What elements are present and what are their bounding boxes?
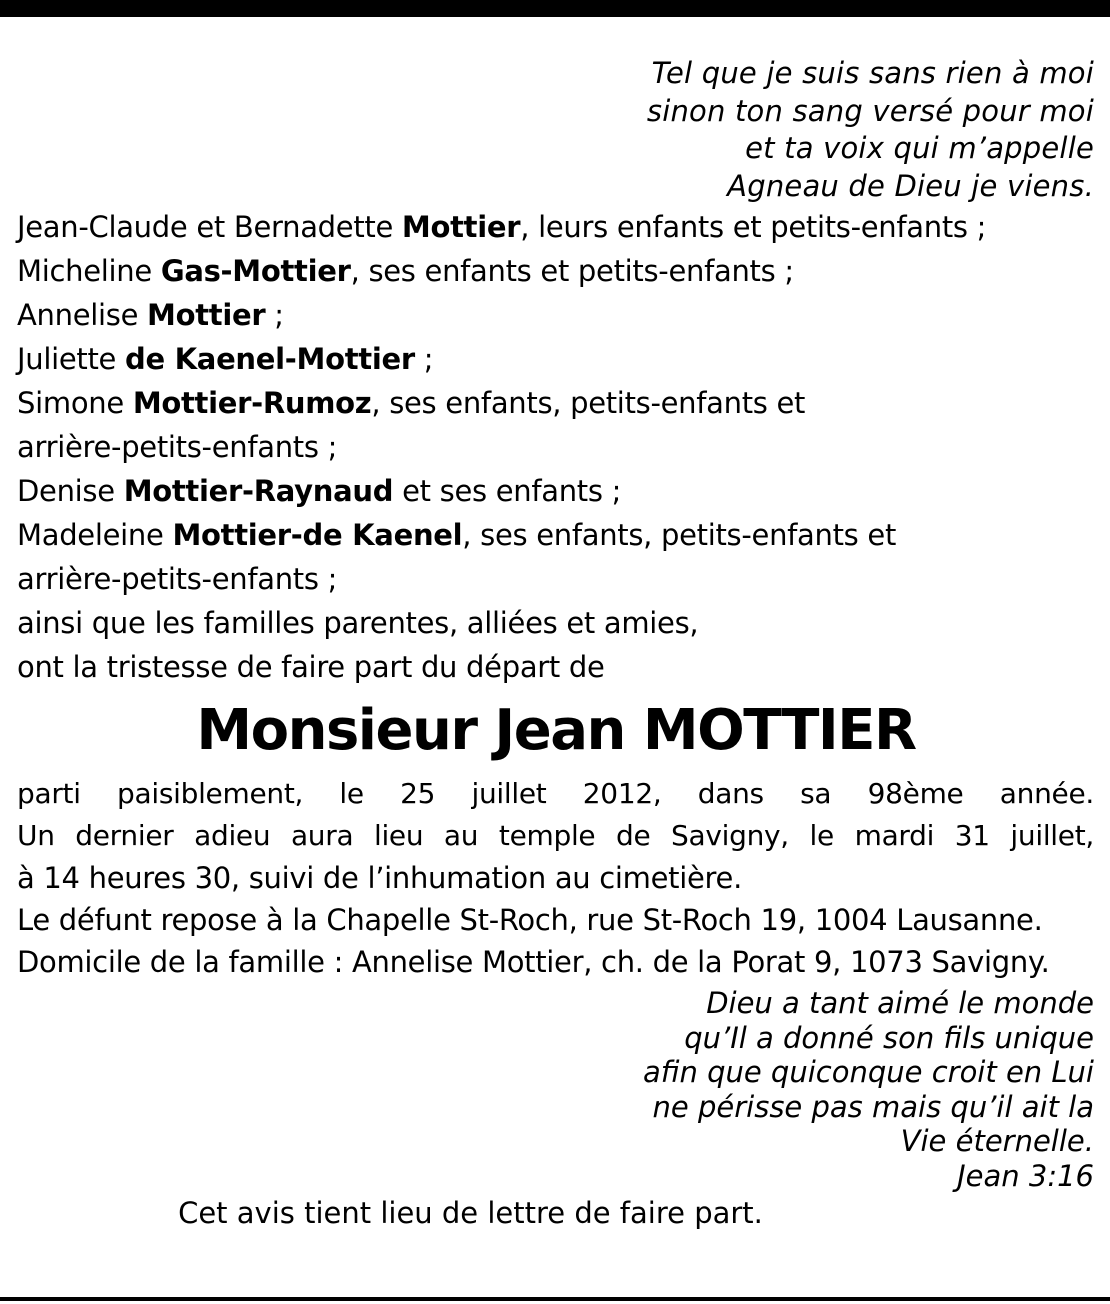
- verse-line: sinon ton sang versé pour moi: [646, 93, 1094, 128]
- details-line: Un dernier adieu aura lieu au temple de Savigny, le mardi 31 juillet,: [17, 819, 1094, 852]
- family-surname: Mottier-de Kaenel: [172, 518, 463, 552]
- family-line: ont la tristesse de faire part du départ de: [17, 650, 605, 684]
- family-surname: Gas-Mottier: [160, 254, 351, 288]
- verse-line: Vie éternelle.: [900, 1124, 1094, 1158]
- deceased-name: Monsieur Jean MOTTIER: [196, 698, 916, 763]
- bottom-border-rule: [0, 1297, 1110, 1301]
- verse-line: qu’Il a donné son fils unique: [684, 1020, 1094, 1055]
- family-surname: Mottier-Rumoz: [132, 386, 372, 420]
- family-surname: Mottier: [147, 298, 266, 332]
- family-list: [17, 205, 1094, 689]
- verse-line: afin que quiconque croit en Lui: [642, 1055, 1094, 1089]
- family-line: arrière-petits-enfants ;: [17, 430, 338, 464]
- closing-note: Cet avis tient lieu de lettre de faire part.: [178, 1196, 763, 1230]
- verse-line: Agneau de Dieu je viens.: [727, 168, 1094, 203]
- details-line: parti paisiblement, le 25 juillet 2012, dans sa 98ème année.: [17, 777, 1094, 810]
- family-line: Micheline Gas-Mottier, ses enfants et petits-enfants ;: [17, 254, 794, 288]
- details-line: Domicile de la famille : Annelise Mottier, ch. de la Porat 9, 1073 Savigny.: [17, 945, 1050, 979]
- family-line: Denise Mottier-Raynaud et ses enfants ;: [17, 474, 622, 508]
- family-line: Jean-Claude et Bernadette Mottier, leurs enfants et petits-enfants ;: [17, 210, 987, 244]
- details-line: à 14 heures 30, suivi de l’inhumation au cimetière.: [17, 861, 742, 895]
- ceremony-details: [17, 773, 1094, 983]
- family-line: ainsi que les familles parentes, alliées et amies,: [17, 606, 699, 640]
- family-surname: Mottier: [401, 210, 521, 244]
- family-surname: de Kaenel-Mottier: [125, 342, 415, 376]
- verse-line: et ta voix qui m’appelle: [745, 131, 1094, 165]
- verse-line: Dieu a tant aimé le monde: [706, 986, 1094, 1020]
- obituary-notice: [17, 55, 1094, 1233]
- top-border-rule: [0, 0, 1110, 17]
- family-line: Juliette de Kaenel-Mottier ;: [17, 342, 434, 376]
- verse-line: Tel que je suis sans rien à moi: [651, 56, 1094, 90]
- family-line: arrière-petits-enfants ;: [17, 562, 338, 596]
- opening-verse: [17, 55, 1094, 205]
- details-line: Le défunt repose à la Chapelle St-Roch, rue St-Roch 19, 1004 Lausanne.: [17, 903, 1043, 937]
- family-line: Simone Mottier-Rumoz, ses enfants, petits-enfants et: [17, 386, 806, 420]
- family-surname: Mottier-Raynaud: [123, 474, 394, 508]
- verse-reference: Jean 3:16: [957, 1158, 1094, 1193]
- closing-verse: [17, 986, 1094, 1193]
- family-line: Annelise Mottier ;: [17, 298, 284, 332]
- family-line: Madeleine Mottier-de Kaenel, ses enfants, petits-enfants et: [17, 518, 897, 552]
- verse-line: ne périsse pas mais qu’il ait la: [652, 1089, 1094, 1124]
